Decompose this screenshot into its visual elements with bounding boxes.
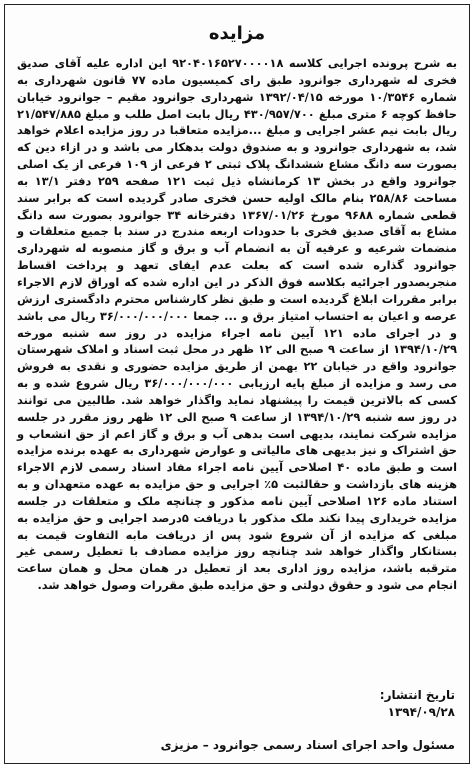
- signature-line: مسئول واحد اجرای اسناد رسمی جوانرود – مزیزی: [160, 738, 455, 752]
- notice-body: به شرح پرونده اجرایی کلاسه ۹۲۰۴۰۱۶۵۲۷۰۰۰۰۱۸ این اداره علیه آقای صدیق فخری له شهرداری جوانرود طبق رای کمیسیون ماده ۷۷ قانون شهرداری به شماره ۱۰/۳۵۴۶ مورخه ۱۳۹۲/۰۴/۱۵ شهرداری جوانرود مقیم – جوانرود خیابان حافظ کوچه ۶ متری مبلغ ۴۳۰/۹۵۷/۷۰۰ ریال بابت اصل طلب و مبلغ ۲۱/۵۴۷/۸۸۵ ریال بابت نیم عشر اجرایی و مبلغ ...مزایده متعاقبا در روز مزایده اعلام خواهد شد، به شهرداری جوانرود و به صندوق دولت بدهکار می باشد و در ازاء دین که بصورت سه دانگ مشاع ششدانگ پلاک ثبتی ۲ فرعی از ۱۰۹ فرعی از یک اصلی جوانرود واقع در بخش ۱۳ کرمانشاه ذیل ثبت ۱۲۱ صفحه ۲۵۹ دفتر ۱۳/۱ به مساحت ۲۵۸/۸۶ بنام مالک اولیه حسن فخری صادر گردیده است که برابر سند قطعی شماره ۹۶۸۸ مورخ ۱۳۶۷/۰۱/۲۶ دفترخانه ۳۴ جوانرود بصورت سه دانگ مشاع به آقای صدیق فخری با حدودات اربعه مندرج در سند با جمیع متعلقات و منضمات شرعیه و عرفیه آن به انضمام آب و برق و گاز منصوبه له شهرداری جوانرود گذاره شده است که بعلت عدم ایفای تعهد و پرداخت اقساط منجربصدور اجرائیه بکلاسه فوق الذکر در این اداره شده که اوراق لازم الاجراء برابر مقررات ابلاغ گردیده است و طبق نظر کارشناس محترم دادگستری ارزش عرصه و اعیان به احتساب امتیاز برق و ... جمعا ۳۶/۰۰۰/۰۰۰/۰۰۰ ریال می باشد و در اجرای ماده ۱۲۱ آیین نامه اجراء مزایده در روز سه شنبه مورخه ۱۳۹۴/۱۰/۲۹ از ساعت ۹ صبح الی ۱۲ ظهر در محل ثبت اسناد و املاک شهرستان جوانرود واقع در خیابان ۲۲ بهمن از طریق مزایده حضوری و نقدی به فروش می رسد و مزایده از مبلغ پایه ارزیابی ۳۶/۰۰۰/۰۰۰/۰۰۰ ریال شروع شده و به کسی که بالاترین قیمت را پیشنهاد نماید واگذار خواهد شد. طالبین می توانند در روز سه شنبه ۱۳۹۴/۱۰/۲۹ از ساعت ۹ صبح الی ۱۲ ظهر روز مقرر در جلسه مزایده شرکت نمایند، بدیهی است بدهی آب و برق و گاز اعم از حق انشعاب و حق اشتراک و نیز بدیهی های مالیاتی و عوارض شهرداری به عهده برنده مزایده است و طبق ماده ۴۰ اصلاحی آیین نامه اجراء مفاد اسناد رسمی لازم الاجراء هزینه های بازداشت و حقالثبت ۵٪ اجرایی و حق مزایده به عهده متعهدان و به استناد ماده ۱۲۶ اصلاحی آیین نامه مذکور و چنانچه ملک و متعلقات در جلسه مزایده خریداری پیدا نکند ملک مذکور با دریافت ۵درصد اجرایی و حق مزایده به مبلغی که مزایده از آن شروع شود پس از دریافت مابه التفاوت قیمت به بستانکار واگذار خواهد شد چنانچه روز مزایده مصادف با تعطیل رسمی غیر مترقبه باشد، مزایده روز اداری بعد از تعطیل در همان محل و همان ساعت انجام می شود و حقوق دولتی و حق مزایده طبق مقررات وصول خواهد شد.: [17, 56, 458, 593]
- publication-date: [380, 687, 455, 721]
- notice-title: مزایده: [208, 23, 266, 44]
- publication-date-value: ۱۳۹۴/۰۹/۲۸: [387, 705, 455, 719]
- auction-notice: [4, 4, 470, 764]
- publication-date-label: تاریخ انتشار:: [379, 688, 455, 702]
